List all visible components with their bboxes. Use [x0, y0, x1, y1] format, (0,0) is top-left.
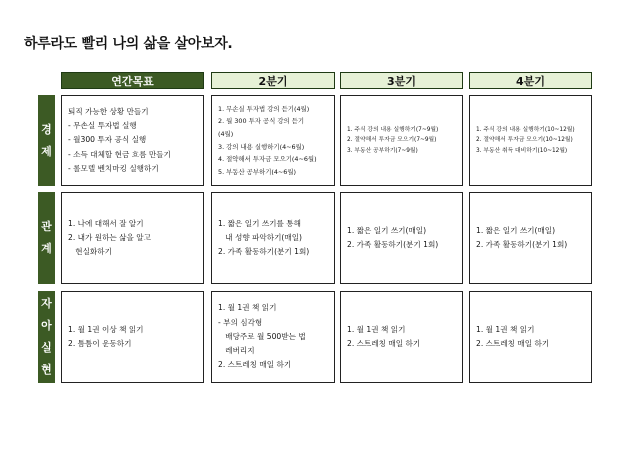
list-item: 2. 스트레칭 매일 하기: [347, 339, 421, 348]
row-label-char: 아: [41, 319, 52, 332]
list-item: - 롤모델 벤치마킹 실행하기: [68, 163, 159, 173]
header-annual-goal: 연간목표: [61, 72, 204, 89]
cell-self-annual: [61, 291, 204, 383]
header-q2: 2분기: [211, 72, 335, 89]
list-item: 1. 짧은 일기 쓰기(매일): [347, 225, 427, 235]
list-item: 1. 주식 강의 내용 실행하기(7~9월): [347, 126, 439, 133]
list-item: 퇴직 가능한 상황 만들기: [68, 106, 149, 116]
list-item: 3. 부동산 공부하기(7~9월): [347, 147, 418, 154]
list-item: 1. 무손실 투자법 강의 듣기(4월): [218, 104, 310, 113]
list-item: 3. 강의 내용 실행하기(4~6월): [218, 142, 305, 151]
list-item: 배당주로 월 500받는 법: [218, 331, 306, 341]
header-q4: 4분기: [469, 72, 592, 89]
row-label-char: 현: [41, 363, 52, 376]
list-item: 2. 스트레칭 매일 하기: [476, 339, 550, 348]
row-label-char: 자: [41, 297, 52, 310]
list-item: 3. 부동산 취득 대비하기(10~12월): [476, 147, 568, 154]
list-item: 1. 짧은 일기 쓰기(매일): [476, 225, 556, 235]
row-label-economy: [38, 95, 55, 186]
cell-self-q4: [469, 291, 592, 383]
row-label-char: 경: [41, 122, 52, 136]
list-item: 1. 월 1권 책 읽기: [347, 324, 406, 334]
list-item: 5. 부동산 공부하기(4~6월): [218, 167, 297, 176]
list-item: 1. 주식 강의 내용 실행하기(10~12월): [476, 126, 575, 133]
list-item: 2. 절약해서 투자금 모으기(7~9월): [347, 137, 437, 144]
list-item: 2. 월 300 투자 공식 강의 듣기: [218, 117, 305, 126]
cell-economy-q4: [469, 95, 592, 186]
cell-economy-annual: [61, 95, 204, 186]
list-item: 4. 절약해서 투자금 모으기(4~6월): [218, 155, 317, 164]
list-item: 2. 절약해서 투자금 모으기(10~12월): [476, 137, 573, 144]
list-item: 2. 가족 활동하기(분기 1회): [476, 240, 568, 249]
list-item: 2. 스트레칭 매일 하기: [218, 360, 292, 370]
list-item: 현실화하기: [68, 247, 112, 257]
list-item: 1. 월 1권 이상 책 읽기: [68, 324, 144, 334]
list-item: 1. 짧은 일기 쓰기를 통해: [218, 218, 301, 228]
cell-relationship-q3: [340, 192, 463, 284]
cell-economy-q3: [340, 95, 463, 186]
cell-self-q2: [211, 291, 335, 383]
row-label-char: 계: [41, 242, 52, 255]
list-item: 레버리지: [218, 346, 255, 356]
cell-relationship-annual: [61, 192, 204, 284]
list-item: 내 성향 파악하기(매일): [218, 232, 303, 242]
list-item: 2. 가족 활동하기(분기 1회): [347, 240, 439, 249]
row-label-char: 실: [41, 341, 52, 354]
list-item: 2. 내가 원하는 삶을 알고: [68, 232, 151, 242]
list-item: - 월300 투자 공식 실행: [68, 135, 147, 145]
list-item: 1. 월 1권 책 읽기: [218, 303, 277, 313]
cell-relationship-q2: [211, 192, 335, 284]
row-label-char: 관: [41, 220, 52, 233]
list-item: 2. 틈틈이 운동하기: [68, 339, 132, 348]
row-label-relationship: [38, 192, 55, 284]
list-item: - 무손실 투자법 실행: [68, 121, 137, 131]
cell-self-q3: [340, 291, 463, 383]
list-item: 1. 나에 대해서 잘 알기: [68, 218, 144, 228]
cell-economy-q2: [211, 95, 335, 186]
list-item: 2. 가족 활동하기(분기 1회): [218, 247, 310, 257]
list-item: 1. 월 1권 책 읽기: [476, 324, 535, 334]
list-item: - 소득 대체할 현금 흐름 만들기: [68, 149, 171, 159]
list-item: (4월): [218, 129, 234, 138]
row-label-char: 제: [41, 144, 52, 158]
row-label-self-realization: [38, 291, 55, 383]
list-item: - 부의 심각형: [218, 317, 263, 327]
header-q3: 3분기: [340, 72, 463, 89]
page-title: 하루라도 빨리 나의 삶을 살아보자.: [24, 36, 233, 52]
cell-relationship-q4: [469, 192, 592, 284]
